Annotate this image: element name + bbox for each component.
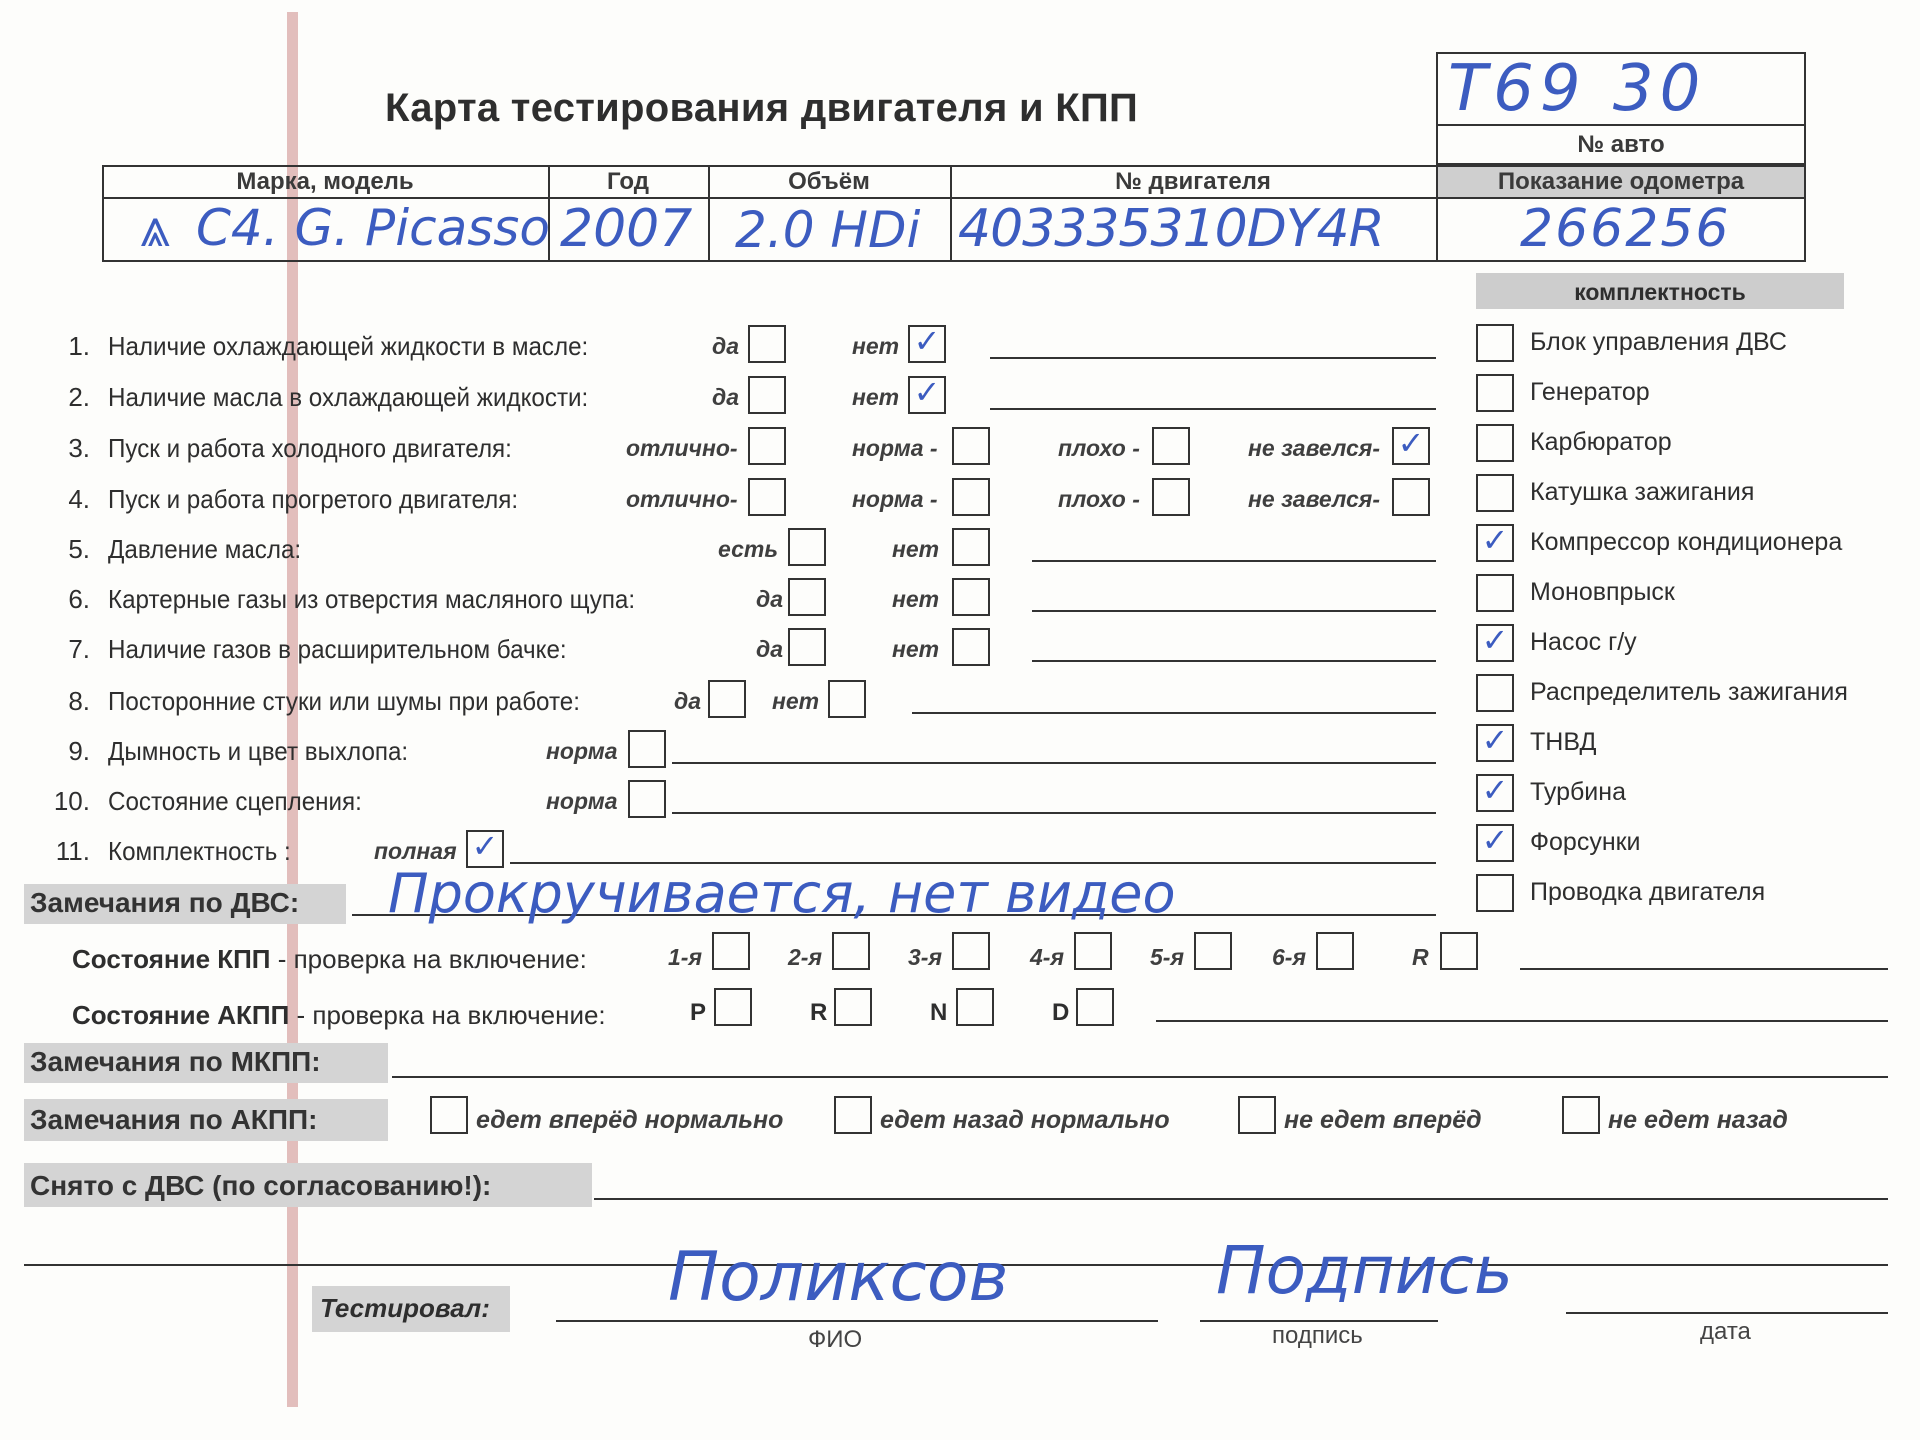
tested-label: Тестировал: [320,1293,490,1323]
kit-check-mark: ✓ [1481,521,1509,559]
mode-label: N [930,999,948,1026]
item-text: Наличие газов в расширительном бачке: [108,634,567,664]
mode-label: P [690,999,707,1026]
page-title: Карта тестирования двигателя и КПП [385,86,1139,130]
item-answer-line [672,762,1436,764]
item-option-checkbox[interactable] [788,528,826,566]
gear-label: 2-я [788,944,822,970]
removed-label: Снято с ДВС (по согласованию!): [30,1170,492,1201]
item-number: 10. [53,786,90,816]
kit-checkbox[interactable] [1476,324,1514,362]
item-number: 8. [68,686,90,716]
akpp-label: Состояние АКПП - проверка на включение: [72,1000,606,1030]
akpp-line [1156,1020,1888,1022]
item-option-checkbox[interactable] [788,578,826,616]
item-number: 1. [68,331,90,361]
col-volume: Объём [788,168,870,195]
item-text: Состояние сцепления: [108,786,362,816]
item-answer-line [1032,660,1436,662]
mode-checkbox[interactable] [956,988,994,1026]
kit-title: комплектность [1574,279,1746,305]
item-text: Наличие масла в охлаждающей жидкости: [108,382,589,412]
item-answer-line [990,408,1436,410]
kit-label: Компрессор кондиционера [1530,528,1843,556]
item-option-checkbox[interactable] [748,376,786,414]
engine-remarks-value[interactable]: Прокручивается, нет видео [388,862,1176,925]
engine-number-value: 403335310DY4R [958,199,1384,259]
option-label: не завелся- [1248,486,1380,512]
item-option-checkbox[interactable] [1152,478,1190,516]
fio-line [556,1320,1158,1322]
col-engine-number: № двигателя [1115,168,1271,195]
kit-label: ТНВД [1530,728,1597,756]
auto-number-value: Т69 30 [1448,52,1707,126]
item-answer-line [1032,610,1436,612]
item-text: Дымность и цвет выхлопа: [108,736,409,766]
kit-label: Форсунки [1530,828,1641,856]
option-label: нет [852,384,900,410]
kit-check-mark: ✓ [1481,621,1509,659]
akpp-remark-label: не едет вперёд [1284,1106,1482,1134]
tester-signature[interactable]: Подпись [1216,1232,1513,1309]
item-number: 7. [68,634,90,664]
brand-logo-mark: ⩓ [140,196,171,259]
option-label: не завелся- [1248,435,1380,461]
item-answer-line [672,812,1436,814]
gear-label: 4-я [1030,944,1064,970]
item-option-checkbox[interactable] [788,628,826,666]
option-label: норма - [852,435,938,461]
gear-label: 3-я [908,944,942,970]
option-label: да [712,384,740,410]
date-line [1566,1312,1888,1314]
item-option-check-mark: ✓ [913,322,941,360]
auto-number-label: № авто [1577,131,1665,158]
mode-label: R [810,999,828,1026]
kit-label: Генератор [1530,378,1650,406]
option-label: нет [772,688,820,714]
mkpp-remarks-line [392,1076,1888,1078]
option-label: нет [892,536,940,562]
make-model-value: C4. G. Picasso [196,199,550,257]
item-option-checkbox[interactable] [628,780,666,818]
item-number: 2. [68,382,90,412]
item-option-checkbox[interactable] [828,680,866,718]
kit-label: Блок управления ДВС [1530,328,1787,356]
option-label: плохо - [1058,486,1140,512]
signature-caption: подпись [1272,1322,1363,1349]
item-text: Наличие охлаждающей жидкости в масле: [108,331,589,361]
mode-checkbox[interactable] [834,988,872,1026]
gear-label: 1-я [668,944,702,970]
option-label: норма [546,788,618,814]
item-answer-line [990,357,1436,359]
item-option-checkbox[interactable] [748,325,786,363]
kit-checkbox[interactable] [1476,424,1514,462]
gear-checkbox[interactable] [832,932,870,970]
option-label: нет [852,333,900,359]
item-option-checkbox[interactable] [952,427,990,465]
akpp-remark-checkbox[interactable] [430,1096,468,1134]
kit-label: Моновпрыск [1530,578,1675,606]
akpp-remark-label: не едет назад [1608,1106,1788,1134]
item-number: 5. [68,534,90,564]
akpp-remark-label: едет назад нормально [880,1106,1170,1134]
option-label: есть [718,536,778,562]
item-option-check-mark: ✓ [913,373,941,411]
kit-checkbox[interactable] [1476,474,1514,512]
akpp-remark-checkbox[interactable] [1238,1096,1276,1134]
gear-checkbox[interactable] [1440,932,1478,970]
gear-checkbox[interactable] [1316,932,1354,970]
tester-name[interactable]: Поликсов [668,1238,1009,1317]
gear-label: 5-я [1150,944,1184,970]
item-option-checkbox[interactable] [952,628,990,666]
removed-line [594,1198,1888,1200]
item-text: Пуск и работа прогретого двигателя: [108,484,519,514]
item-number: 11. [55,836,90,866]
item-text: Комплектность : [108,836,291,866]
option-label: плохо - [1058,435,1140,461]
mode-label: D [1052,999,1070,1026]
kit-label: Карбюратор [1530,428,1672,456]
item-option-check-mark: ✓ [1397,424,1425,462]
mode-checkbox[interactable] [714,988,752,1026]
item-answer-line [1032,560,1436,562]
option-label: отлично- [626,486,738,512]
kit-label: Турбина [1530,778,1626,806]
item-number: 6. [68,584,90,614]
date-caption: дата [1700,1318,1751,1345]
odometer-value: 266256 [1520,199,1731,259]
col-odometer: Показание одометра [1497,168,1745,195]
kit-label: Катушка зажигания [1530,478,1755,506]
item-option-checkbox[interactable] [952,578,990,616]
year-value: 2007 [560,199,693,259]
item-option-checkbox[interactable] [708,680,746,718]
gear-label: R [1412,944,1429,970]
mkpp-remarks-label: Замечания по МКПП: [30,1046,321,1077]
item-option-check-mark: ✓ [471,827,499,865]
fio-caption: ФИО [808,1326,863,1353]
item-option-checkbox[interactable] [748,478,786,516]
volume-value: 2.0 HDi [735,201,921,259]
kit-label: Проводка двигателя [1530,878,1766,906]
item-option-checkbox[interactable] [628,730,666,768]
gear-checkbox[interactable] [712,932,750,970]
gear-checkbox[interactable] [1194,932,1232,970]
item-answer-line [912,712,1436,714]
item-number: 9. [68,736,90,766]
option-label: норма - [852,486,938,512]
option-label: да [756,636,784,662]
mode-checkbox[interactable] [1076,988,1114,1026]
kit-label: Распределитель зажигания [1530,678,1848,706]
option-label: нет [892,586,940,612]
kit-checkbox[interactable] [1476,874,1514,912]
option-label: нет [892,636,940,662]
akpp-remarks-label: Замечания по АКПП: [30,1104,318,1135]
kit-label: Насос г/у [1530,628,1637,656]
option-label: да [712,333,740,359]
gear-label: 6-я [1272,944,1306,970]
kit-check-mark: ✓ [1481,721,1509,759]
col-year: Год [607,168,649,195]
option-label: да [756,586,784,612]
kit-check-mark: ✓ [1481,771,1509,809]
kit-checkbox[interactable] [1476,674,1514,712]
kit-checkbox[interactable] [1476,374,1514,412]
item-option-checkbox[interactable] [1152,427,1190,465]
item-option-checkbox[interactable] [1392,478,1430,516]
kpp-line [1520,968,1888,970]
akpp-remark-label: едет вперёд нормально [476,1106,784,1134]
item-text: Картерные газы из отверстия масляного щупа: [108,584,636,614]
item-option-checkbox[interactable] [952,478,990,516]
item-number: 3. [68,433,90,463]
akpp-remark-checkbox[interactable] [834,1096,872,1134]
item-text: Давление масла: [108,534,302,564]
item-text: Посторонние стуки или шумы при работе: [108,686,580,716]
gear-checkbox[interactable] [952,932,990,970]
kpp-label: Состояние КПП - проверка на включение: [72,944,587,974]
item-option-checkbox[interactable] [952,528,990,566]
item-option-checkbox[interactable] [748,427,786,465]
col-make-model: Марка, модель [236,168,414,195]
option-label: отлично- [626,435,738,461]
kit-checkbox[interactable] [1476,574,1514,612]
akpp-remark-checkbox[interactable] [1562,1096,1600,1134]
gear-checkbox[interactable] [1074,932,1112,970]
option-label: полная [374,838,457,864]
option-label: норма [546,738,618,764]
engine-remarks-label: Замечания по ДВС: [30,887,300,918]
option-label: да [674,688,702,714]
item-number: 4. [68,484,90,514]
item-text: Пуск и работа холодного двигателя: [108,433,512,463]
kit-check-mark: ✓ [1481,821,1509,859]
